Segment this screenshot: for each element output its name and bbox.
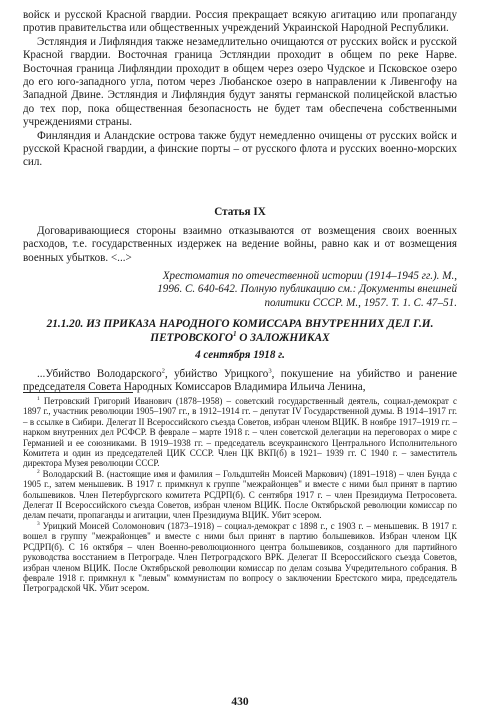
footnote-ref-1[interactable]: 1 [233, 330, 237, 338]
footnote-ref-2[interactable]: 2 [161, 367, 165, 375]
document-body [23, 368, 457, 395]
body-text-1: ...Убийство Володарского [37, 368, 162, 380]
body-text-2: , убийство Урицкого [164, 368, 269, 380]
footnote-number-1: 1 [37, 396, 40, 402]
footnote-ref-3[interactable]: 3 [268, 367, 272, 375]
document-heading [23, 318, 457, 345]
footnote-text-1: Петровский Григорий Иванович (1878–1958) – советский государственный деятель, социал-демократ с 1897 г., участник революции 1905–1907 гг., в 1912–1914 гг. – депутат IV Государственной думы. В 1914–1917 гг. – в ссылке в Сибири. Делегат II Всероссийского съезда Советов, избран членом ВЦИК. В ноябре 1917–1919 гг. – нарком внутренних дел РСФСР. В феврале – марте 1918 г. – член советской делегации на переговорах о мире с Германией и ее союзниками. В 1919–1938 гг. – председатель всеукраинского Центрального Исполнительного Комитета и один из председателей ЦИК СССР. Член ЦК ВКП(б) в 1921– 1939 гг. С 1940 г. – заместитель директора Музея революции СССР. [23, 396, 457, 469]
treaty-text-top [23, 9, 457, 170]
footnote-divider [23, 392, 133, 393]
footnote-text-2: Володарский В. (настоящие имя и фамилия – Гольдштейн Моисей Маркович) (1891–1918) – член Бунда с 1905 г., затем меньшевик. В 1917 г. примкнул к группе "межрайонцев" и вместе с ними был принят в партию большевиков. Член Петербургского комитета РСДРП(б). С сентября 1917 г. – член Президиума Петросовета. Делегат II Всероссийского съезда Советов, избран членом ВЦИК. После Октябрьской революции комиссар по делам печати, пропаганды и агитации, член Президиума ВЦИК. Убит эсером. [23, 468, 457, 521]
document-title [23, 318, 457, 345]
source-citation [23, 270, 457, 310]
footnote-number-2: 2 [37, 468, 40, 475]
footnote-1 [23, 396, 457, 469]
footnote-number-3: 3 [37, 520, 40, 527]
article-text: Договаривающиеся стороны взаимно отказываются от возмещения своих военных расходов, т.е. государственных издержек на ведение войны, равно как и от возмещения военных убытков. <...> [23, 225, 457, 264]
paragraph-estonia-livonia: Эстляндия и Лифляндия также незамедлительно очищаются от русских войск и русской Красной гвардии. Восточная граница Эстляндии проходит в общем по реке Нарве. Восточная граница Лифляндии проходит в общем через озеро Чудское и Псковское озеро до его юго-западного угла, потом через Любанское озеро в направлении к Ливенгофу на Западной Двине. Эстляндия и Лифляндия будут заняты германской полицейской властью до тех пор, пока общественная безопасность не будет там обеспечена собственными учреждениями страны. [23, 35, 457, 129]
document-title-text: 21.1.20. ИЗ ПРИКАЗА НАРОДНОГО КОМИССАРА ВНУТРЕННИХ ДЕЛ Г.И. ПЕТРОВСКОГО [46, 318, 434, 344]
document-date: 4 сентября 1918 г. [195, 349, 285, 361]
source-note: Хрестоматия по отечественной истории (1914–1945 гг.). М., 1996. С. 640-642. Полную публикацию см.: Документы внешней политики СССР. М., 1957. Т. 1. С. 47–51. [157, 270, 457, 309]
document-date-block [23, 349, 457, 362]
article-body [23, 225, 457, 265]
body-text-3: , покушение на убийство и ранение председателя Совета Народных Комиссаров Владимира Ильича Ленина, [23, 368, 457, 394]
footnote-2 [23, 469, 457, 521]
page-number: 430 [231, 696, 249, 708]
article-title: Статья IX [214, 206, 266, 218]
document-title-text-end: О ЗАЛОЖНИКАХ [236, 331, 330, 344]
article-block [23, 206, 457, 219]
footnote-text-3: Урицкий Моисей Соломонович (1873–1918) – социал-демократ с 1898 г., с 1903 г. – меньшевик. В 1917 г. вошел в группу "межрайонцев" и вместе с ними был принят в партию большевиков. Избран членом ЦК РСДРП(б). С 16 октября – член Военно-революционного центра большевиков, созданного для партийного руководства восстанием в Петрограде. Член Петроградского ВРК. Делегат II Всероссийского съезда Советов, избран членом ВЦИК. После Октябрьской революции комиссар по делам созыва Учредительного собрания. В феврале 1918 г. примкнул к "левым" коммунистам по вопросу о заключении Брестского мира, председатель Петроградской ЧК. Убит эсером. [23, 520, 457, 594]
footnote-3 [23, 521, 457, 594]
footnotes [23, 396, 457, 594]
document-body-text [23, 368, 457, 395]
paragraph-finland: Финляндия и Аландские острова также будут немедленно очищены от русских войск и русской Красной гвардии, а финские порты – от русского флота и русских военно-морских сил. [23, 129, 457, 169]
paragraph-russia-ukraine: войск и русской Красной гвардии. Россия прекращает всякую агитацию или пропаганду против правительства или общественных учреждений Украинской Народной Республики. [23, 9, 457, 35]
